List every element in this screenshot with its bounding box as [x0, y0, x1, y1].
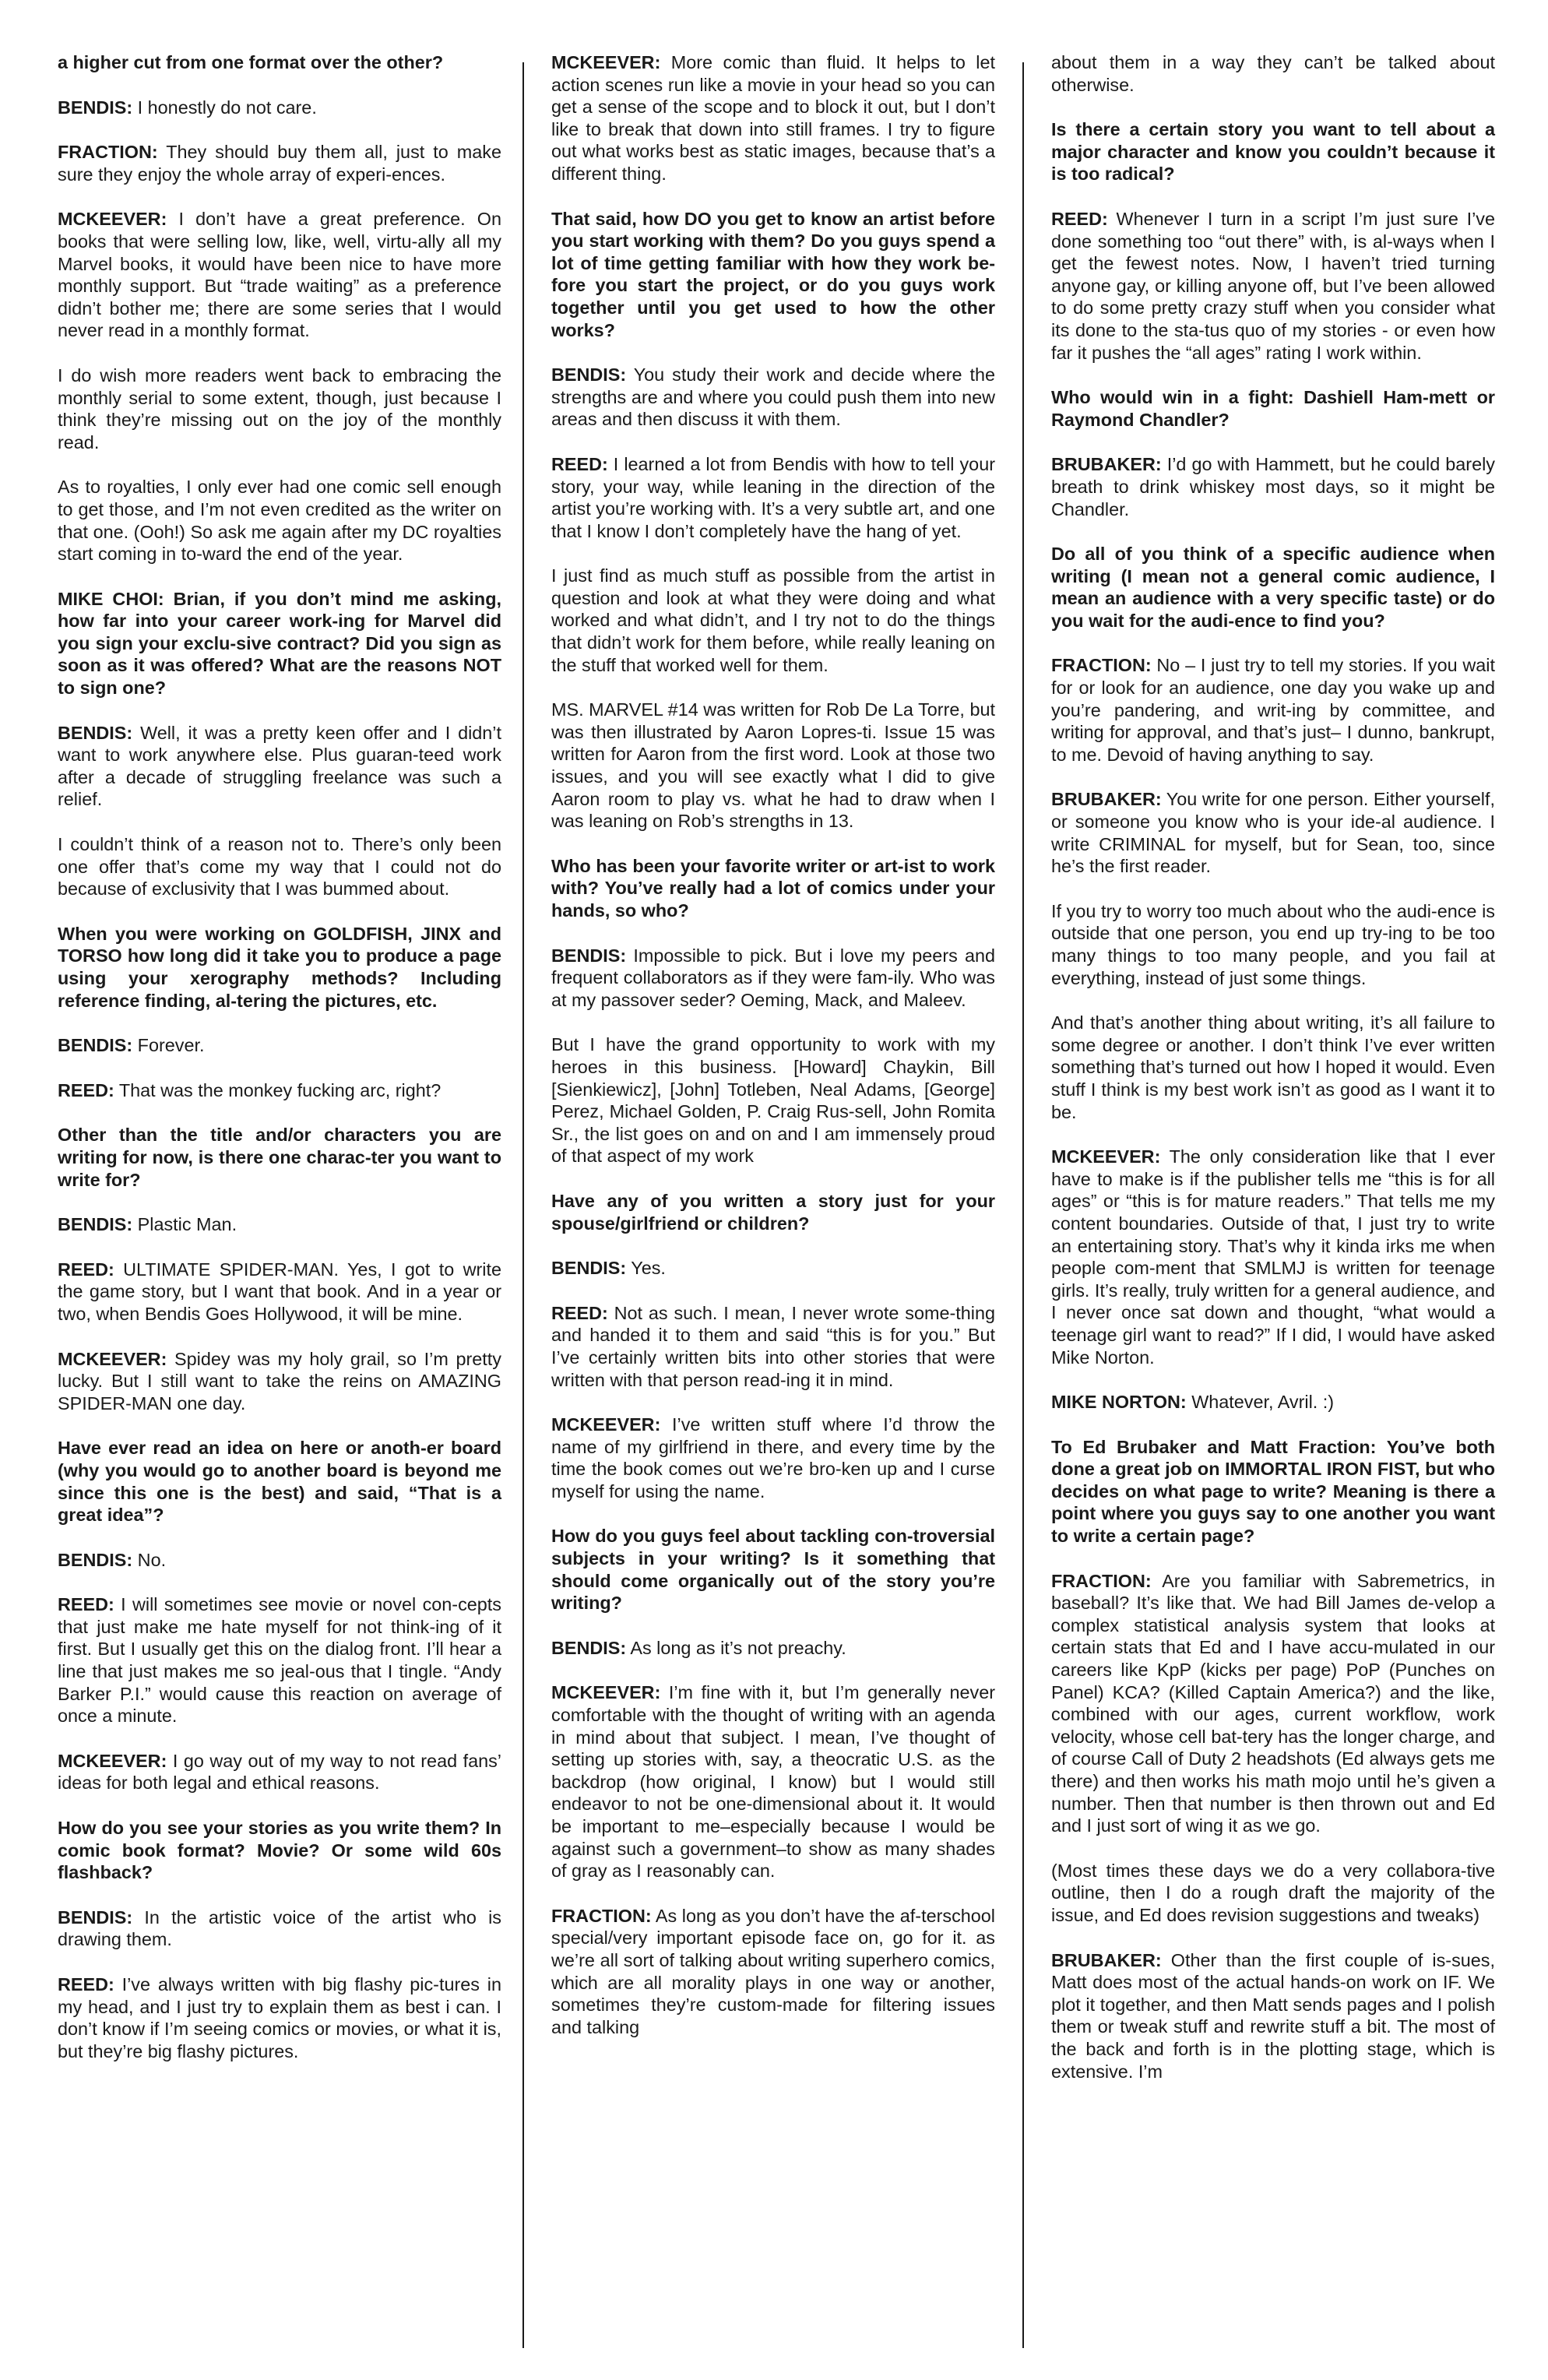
interview-answer	[58, 1750, 501, 1794]
speaker-name: BENDIS:	[551, 945, 627, 966]
answer-text: I’ve always written with big flashy pic-tures in my head, and I just try to explain them as best i can. I don’t know if I’m seeing comics or movies, or what it is, but they’re big flashy pictures.	[58, 1974, 501, 2061]
answer-paragraph: about them in a way they can’t be talked about otherwise.	[1051, 52, 1495, 95]
interview-answer	[551, 1414, 995, 1502]
interview-answer	[1051, 208, 1495, 364]
column-divider	[522, 62, 524, 2348]
interview-answer	[58, 208, 501, 342]
interview-answer	[551, 1257, 995, 1280]
speaker-name: BENDIS:	[551, 364, 627, 386]
answer-text: I go way out of my way to not read fans’ ideas for both legal and ethical reasons.	[58, 1750, 501, 1794]
answer-paragraph: I just find as much stuff as possible from the artist in question and look at what they were doing and what worked and what didn’t, and I try not to do the things that didn’t work for them before, while really leaning on the stuff that worked well for them.	[551, 565, 995, 675]
speaker-name: BENDIS:	[58, 1906, 133, 1928]
speaker-name: MCKEEVER:	[551, 1682, 661, 1703]
answer-text: Are you familiar with Sabremetrics, in baseball? It’s like that. We had Bill James de-velop a complex statistical analysis system that looks at certain stats that Ed and I have accu-mulated in our careers like KpP (kicks per page) PoP (Punches on Panel) KCA? (Killed Captain America?) and the like, combined with our ages, current workflow, work velocity, whose cell bat-tery has the longer charge, and of course Call of Duty 2 headshots (Ed always gets me there) and then works his math mojo until he’s given a number. Then that number is then thrown out and Ed and I just sort of wing it as we go.	[1051, 1570, 1495, 1836]
interview-question: When you were working on GOLDFISH, JINX and TORSO how long did it take you to produce a page using your xerography methods? Including reference finding, al-tering the pictures, etc.	[58, 923, 501, 1011]
interview-answer	[58, 1549, 501, 1572]
speaker-name: REED:	[1051, 208, 1108, 229]
speaker-name: REED:	[58, 1594, 114, 1615]
answer-text: More comic than fluid. It helps to let action scenes run like a movie in your head so you can get a sense of the scope and to block it out, but I don’t like to break that down into still frames. I try to figure out what works best as static images, because that’s a different thing.	[551, 52, 995, 184]
answer-paragraph: I do wish more readers went back to embracing the monthly serial to some extent, though, just because I think they’re missing out on the joy of the monthly read.	[58, 364, 501, 452]
answer-text: I will sometimes see movie or novel con-cepts that just make me hate myself for not think-ing of it first. But I usually get this on the dialog front. I’ll hear a line that just makes me so jeal-ous that I tingle. “Andy Barker P.I.” would cause this reaction on average of once a minute.	[58, 1594, 501, 1727]
answer-text: Yes.	[626, 1258, 666, 1279]
interview-answer	[58, 141, 501, 185]
answer-text: As long as you don’t have the af-terschool special/very important episode face on, go for it. as we’re all sort of talking about writing superhero comics, which are all morality plays in one way or another, sometimes they’re custom-made for filtering issues and talking	[551, 1905, 995, 2037]
answer-text: I don’t have a great preference. On books that were selling low, like, well, virtu-ally all my Marvel books, it would have been nice to have more monthly support. But “trade waiting” as a preference didn’t bother me; there are some series that I would never read in a monthly format.	[58, 209, 501, 341]
answer-text: I’ve written stuff where I’d throw the name of my girlfriend in there, and every time by the time the book comes out we’re bro-ken up and I curse myself for using the name.	[551, 1414, 995, 1502]
interview-answer	[551, 1681, 995, 1882]
interview-question: Other than the title and/or characters you are writing for now, is there one charac-ter you want to write for?	[58, 1125, 501, 1190]
interview-answer	[1051, 654, 1495, 766]
answer-text: Plastic Man.	[132, 1214, 237, 1235]
answer-text: Forever.	[132, 1035, 205, 1056]
answer-text: As long as it’s not preachy.	[626, 1637, 846, 1658]
interview-answer	[1051, 1949, 1495, 2083]
answer-text: Whenever I turn in a script I’m just sure I’ve done something too “out there” with, is al-ways when I get the fewest notes. Now, I haven’t tried turning anyone gay, or killing anyone off, but I’ve been allowed to do some pretty crazy stuff when you consider what its done to the sta-tus quo of my stories - or even how far it pushes the “all ages” rating I work within.	[1051, 208, 1495, 363]
speaker-name: FRACTION:	[551, 1905, 652, 1926]
interview-answer	[58, 1906, 501, 1951]
text-column-1	[58, 51, 501, 2085]
interview-answer	[551, 364, 995, 431]
speaker-name: BENDIS:	[551, 1637, 627, 1658]
answer-text: That was the monkey fucking arc, right?	[114, 1079, 442, 1100]
speaker-name: REED:	[551, 1302, 608, 1323]
interview-question: Do all of you think of a specific audience when writing (I mean not a general comic audience, I mean an audience with a very specific taste) or do you wait for the audi-ence to find you?	[1051, 544, 1495, 631]
speaker-name: REED:	[58, 1974, 114, 1994]
speaker-name: MCKEEVER:	[551, 1414, 661, 1435]
text-column-3	[1051, 51, 1495, 2105]
answer-text: Whatever, Avril. :)	[1186, 1392, 1335, 1413]
interview-question: Have ever read an idea on here or anoth-er board (why you would go to another board is beyond me since this one is the best) and said, “That is a great idea”?	[58, 1438, 501, 1526]
answer-paragraph: If you try to worry too much about who the audi-ence is outside that one person, you end up try-ing to be too many things to too many people, and you fail at everything, instead of just some things.	[1051, 900, 1495, 988]
speaker-name: REED:	[58, 1079, 114, 1100]
answer-text: I honestly do not care.	[132, 97, 317, 118]
interview-answer	[1051, 1391, 1495, 1414]
interview-question: Have any of you written a story just for your spouse/girlfriend or children?	[551, 1190, 995, 1234]
interview-question: Is there a certain story you want to tell about a major character and know you couldn’t because it is too radical?	[1051, 119, 1495, 185]
interview-answer	[1051, 788, 1495, 877]
speaker-name: BENDIS:	[58, 97, 133, 118]
speaker-name: MCKEEVER:	[58, 209, 167, 230]
speaker-name: FRACTION:	[58, 142, 158, 163]
interview-question: To Ed Brubaker and Matt Fraction: You’ve both done a great job on IMMORTAL IRON FIST, but who decides on what page to write? Meaning is there a point where you guys say to one another you want to write a certain page?	[1051, 1436, 1495, 1547]
speaker-name: MCKEEVER:	[58, 1348, 167, 1369]
interview-answer	[58, 1213, 501, 1236]
text-column-2	[551, 51, 995, 2061]
speaker-name: BENDIS:	[58, 1549, 133, 1570]
answer-paragraph: But I have the grand opportunity to work with my heroes in this business. [Howard] Chaykin, Bill [Sienkiewicz], [John] Totleben, Neal Adams, [George] Perez, Michael Golden, P. Craig Rus-sell, John Romita Sr., the list goes on and on and I am immensely proud of that aspect of my work	[551, 1034, 995, 1167]
answer-text: The only consideration like that I ever have to make is if the publisher tells me “this is for all ages” or “this is for mature readers.” That tells me my content boundaries. Outside of that, I just try to write an entertaining story. That’s why it kinda irks me when people com-ment that SMLMJ is written for teenage girls. It’s really, truly written for a general audience, and I never once sat down and thought, “what would a teenage girl want to read?” If I did, I would have asked Mike Norton.	[1051, 1146, 1495, 1368]
interview-answer	[58, 1034, 501, 1057]
speaker-name: BENDIS:	[58, 1214, 133, 1235]
interview-answer	[551, 1905, 995, 2039]
speaker-name: BENDIS:	[58, 1035, 133, 1056]
answer-text: I learned a lot from Bendis with how to tell your story, your way, while leaning in the direction of the artist you’re working with. It’s a very subtle art, and one that I know I don’t completely have the hang of yet.	[551, 453, 995, 541]
answer-text: I’d go with Hammett, but he could barely breath to drink whiskey most days, so it might be Chandler.	[1051, 454, 1495, 519]
interview-answer	[58, 1259, 501, 1326]
interview-question: That said, how DO you get to know an artist before you start working with them? Do you guys spend a lot of time getting familiar with how they work be-fore you start the project, or do you guys work together until you get used to how the other works?	[551, 208, 995, 340]
interview-answer	[1051, 1570, 1495, 1837]
speaker-name: MCKEEVER:	[58, 1750, 167, 1771]
speaker-name: REED:	[58, 1259, 114, 1280]
speaker-name: BRUBAKER:	[1051, 789, 1162, 810]
answer-text: No – I just try to tell my stories. If you wait for or look for an audience, one day you wake up and you’re pandering, and writ-ing by committee, and writing for approval, and that’s just– I dunno, bankrupt, to me. Devoid of having anything to say.	[1051, 655, 1495, 765]
speaker-name: FRACTION:	[1051, 1570, 1152, 1591]
interview-answer	[551, 1637, 995, 1660]
answer-paragraph: MS. MARVEL #14 was written for Rob De La Torre, but was then illustrated by Aaron Lopres-ti. Issue 15 was written for Aaron from the first word. Look at those two issues, and you will see exactly what I did to give Aaron room to play vs. what he had to draw when I was leaning on Rob’s strengths in 13.	[551, 699, 995, 832]
interview-answer	[551, 945, 995, 1012]
answer-paragraph: I couldn’t think of a reason not to. There’s only been one offer that’s come my way that I could not do because of exclusivity that I was bummed about.	[58, 834, 501, 900]
interview-question: Who has been your favorite writer or art-ist to work with? You’ve really had a lot of comics under your hands, so who?	[551, 855, 995, 921]
interview-question: How do you guys feel about tackling con-troversial subjects in your writing? Is it something that should come organically out of the story you’re writing?	[551, 1526, 995, 1614]
answer-text: I’m fine with it, but I’m generally never comfortable with the thought of writing with an agenda in mind about that subject. I mean, I’ve thought of setting up stories with, say, a theocratic U.S. as the backdrop (how original, I know) but I would still endeavor to not be one-dimensional about it. It would be important to me–especially because I would be against such a government–to show as many shades of gray as I reasonably can.	[551, 1682, 995, 1882]
answer-text: Spidey was my holy grail, so I’m pretty lucky. But I still want to take the reins on AMAZING SPIDER-MAN one day.	[58, 1348, 501, 1414]
interview-question: Who would win in a fight: Dashiell Ham-mett or Raymond Chandler?	[1051, 387, 1495, 430]
interview-answer	[1051, 1146, 1495, 1368]
speaker-name: BENDIS:	[551, 1258, 627, 1279]
answer-text: Not as such. I mean, I never wrote some-thing and handed it to them and said “this is for you.” But I’ve certainly written bits into other stories that were written with that person read-ing it in mind.	[551, 1302, 995, 1390]
answer-text: You write for one person. Either yourself, or someone you know who is your ide-al audience. I write CRIMINAL for myself, but for Sean, too, since he’s the first reader.	[1051, 789, 1495, 877]
interview-answer	[551, 453, 995, 542]
answer-text: No.	[132, 1549, 167, 1570]
interview-answer	[58, 1079, 501, 1102]
interview-answer	[58, 722, 501, 811]
answer-paragraph: As to royalties, I only ever had one comic sell enough to get those, and I’m not even credited as the writer on that one. (Ooh!) So ask me again after my DC royalties start coming in to-ward the end of the year.	[58, 477, 501, 565]
interview-answer	[551, 1302, 995, 1391]
answer-text: You study their work and decide where the strengths are and where you could push them into new areas and then discuss it with them.	[551, 364, 995, 430]
speaker-name: BRUBAKER:	[1051, 1949, 1162, 1970]
answer-text: They should buy them all, just to make sure they enjoy the whole array of experi-ences.	[58, 142, 501, 185]
column-divider	[1022, 62, 1024, 2348]
answer-text: Impossible to pick. But i love my peers and frequent collaborators as if they were fam-ily. Who was at my passover seder? Oeming, Mack, and Maleev.	[551, 945, 995, 1010]
speaker-name: MIKE NORTON:	[1051, 1392, 1187, 1413]
speaker-name: BENDIS:	[58, 722, 133, 743]
answer-text: ULTIMATE SPIDER-MAN. Yes, I got to write the game story, but I want that book. And in a year or two, when Bendis Goes Hollywood, it will be mine.	[58, 1259, 501, 1324]
interview-answer	[58, 1348, 501, 1415]
speaker-name: MCKEEVER:	[1051, 1146, 1161, 1167]
interview-question: How do you see your stories as you write them? In comic book format? Movie? Or some wild 60s flashback?	[58, 1818, 501, 1883]
answer-text: Other than the first couple of is-sues, Matt does most of the actual hands-on work on IF. We plot it together, and then Matt sends pages and I polish them or tweak stuff and rewrite stuff a bit. The most of the back and forth is in the plotting stage, which is extensive. I’m	[1051, 1949, 1495, 2082]
answer-text: In the artistic voice of the artist who is drawing them.	[58, 1906, 501, 1950]
answer-paragraph: (Most times these days we do a very collabora-tive outline, then I do a rough draft the majority of the issue, and Ed does revision suggestions and tweaks)	[1051, 1860, 1495, 1925]
answer-paragraph: And that’s another thing about writing, it’s all failure to some degree or another. I don’t think I’ve ever written something that’s turned out how I hoped it would. Even stuff I think is my best work isn’t as good as I want it to be.	[1051, 1012, 1495, 1122]
interview-answer	[58, 97, 501, 119]
interview-question: a higher cut from one format over the other?	[58, 52, 444, 72]
answer-text: Well, it was a pretty keen offer and I didn’t want to work anywhere else. Plus guaran-teed work after a decade of struggling freelance was such a relief.	[58, 722, 501, 810]
speaker-name: MCKEEVER:	[551, 52, 661, 72]
interview-question: MIKE CHOI: Brian, if you don’t mind me asking, how far into your career work-ing for Marvel did you sign your exclu-sive contract? Did you sign as soon as it was offered? What are the reasons NOT to sign one?	[58, 588, 501, 699]
speaker-name: REED:	[551, 453, 608, 474]
speaker-name: FRACTION:	[1051, 655, 1152, 676]
interview-answer	[58, 1973, 501, 2062]
interview-answer	[551, 51, 995, 185]
interview-answer	[1051, 453, 1495, 520]
speaker-name: BRUBAKER:	[1051, 454, 1162, 475]
interview-answer	[58, 1593, 501, 1727]
